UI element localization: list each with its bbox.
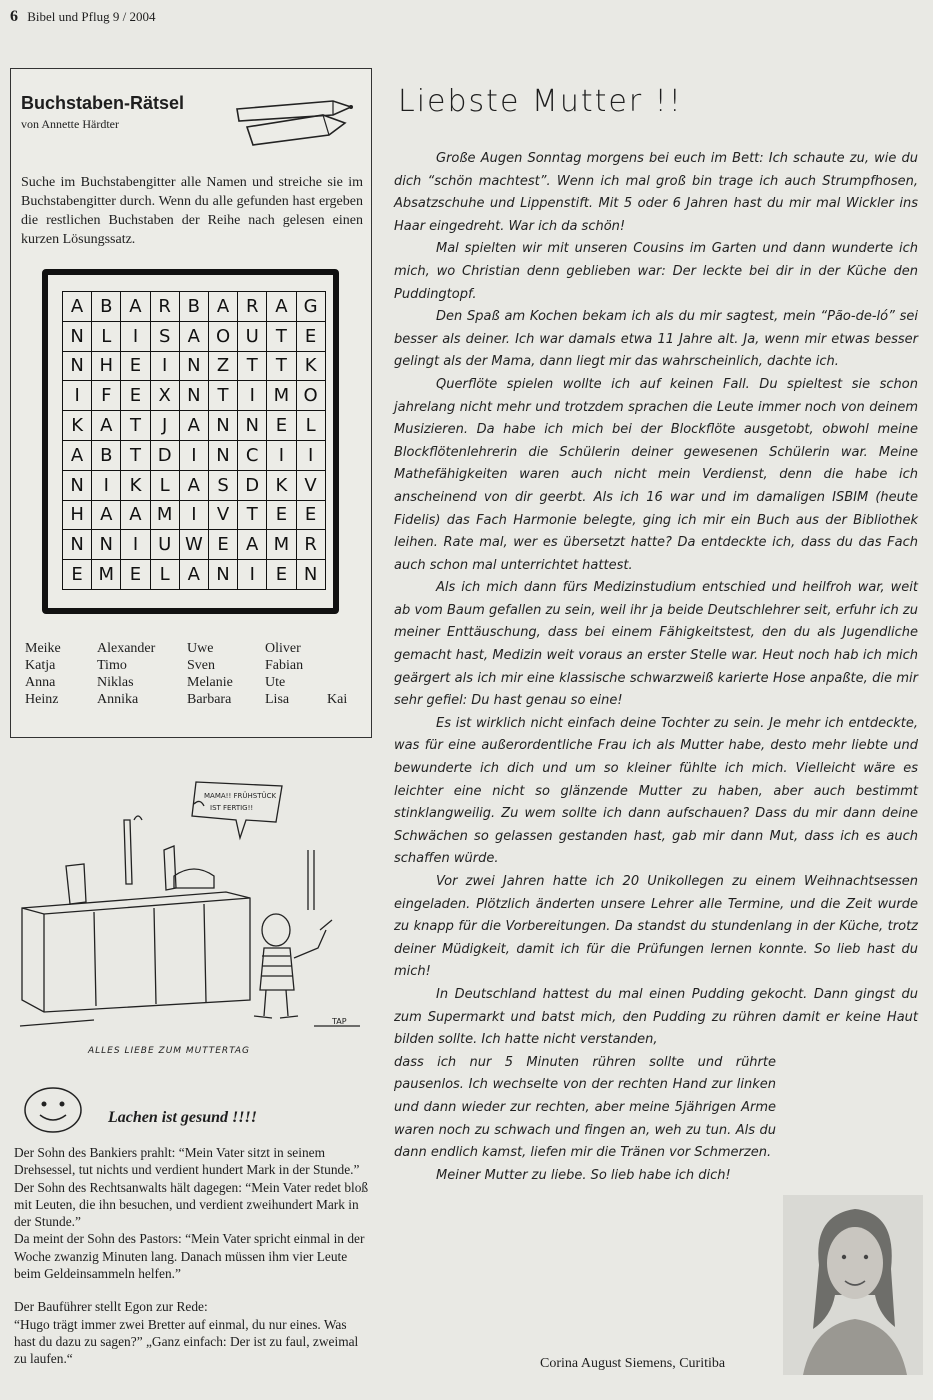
name-list (25, 641, 365, 708)
grid-cell: A (92, 411, 121, 441)
name-entry: Niklas (97, 675, 134, 690)
letter-paragraph: Den Spaß am Kochen bekam ich als du mir sagtest, mein “Pão-de-ló” sei besser als deiner. Ich war damals etwa 11 Jahre alt. Ja, wenn mir etwas besser gelingt als der Mama, dann liegt mir das wahrscheinlich, dachte ich. (394, 309, 918, 370)
name-entry: Katja (25, 658, 56, 673)
grid-cell: L (151, 560, 180, 590)
grid-cell: I (238, 381, 267, 411)
grid-cell: X (151, 381, 180, 411)
letter-body (394, 148, 918, 1187)
grid-cell: N (180, 381, 209, 411)
svg-text:MAMA!! FRÜHSTÜCK: MAMA!! FRÜHSTÜCK (204, 792, 277, 800)
letter-paragraph: Es ist wirklich nicht einfach deine Tochter zu sein. Je mehr ich entdeckte, was für eine außerordentliche Frau ich als Mutter habe, desto mehr liebte und bewunderte ich dich und um so kleiner fühlte ich mich. Vielleicht wäre es leichter eine nicht so glänzende Mutter zu haben, aber auch bestimmt stinklangweilig. Zu wem sollte ich dann aufschauen? Dass du mir dann deine Schwächen so gelassen gestanden hast, gab mir dann Mut, dass ich es auch schaffen würde. (394, 715, 918, 867)
name-entry: Barbara (187, 692, 232, 707)
grid-cell: B (92, 441, 121, 471)
grid-cell: E (121, 352, 150, 382)
grid-cell: I (267, 441, 296, 471)
grid-cell: M (92, 560, 121, 590)
grid-cell: N (209, 441, 238, 471)
grid-cell: I (180, 441, 209, 471)
grid-cell: U (238, 322, 267, 352)
grid-cell: M (267, 381, 296, 411)
grid-cell: S (209, 471, 238, 501)
grid-cell: R (238, 292, 267, 322)
grid-cell: L (151, 471, 180, 501)
puzzle-title: Buchstaben-Rätsel (21, 93, 185, 113)
page-number: 6 (10, 8, 18, 25)
svg-text:TAP: TAP (332, 1017, 347, 1026)
name-entry: Ute (265, 675, 286, 690)
grid-cell: K (121, 471, 150, 501)
puzzle-box (10, 68, 372, 738)
grid-cell: I (121, 322, 150, 352)
grid-cell: T (121, 441, 150, 471)
magazine-name: Bibel und Pflug 9 / 2004 (27, 9, 156, 24)
grid-cell: T (267, 322, 296, 352)
grid-cell: O (209, 322, 238, 352)
mothers-day-cartoon (14, 780, 374, 1040)
grid-cell: U (151, 530, 180, 560)
grid-cell: A (180, 471, 209, 501)
grid-cell: V (297, 471, 326, 501)
letter-grid-frame (42, 269, 339, 614)
grid-cell: A (267, 292, 296, 322)
grid-cell: N (63, 352, 92, 382)
name-entry: Fabian (265, 658, 304, 673)
grid-cell: N (209, 411, 238, 441)
name-entry: Heinz (25, 692, 59, 707)
grid-cell: T (121, 411, 150, 441)
smiley-icon (22, 1085, 84, 1135)
letter-title: Liebste Mutter !! (398, 84, 683, 119)
grid-cell: L (297, 411, 326, 441)
grid-cell: S (151, 322, 180, 352)
grid-cell: E (209, 530, 238, 560)
grid-cell: E (267, 501, 296, 531)
grid-cell: I (121, 530, 150, 560)
grid-cell: I (238, 560, 267, 590)
pencil-icon (233, 97, 363, 149)
letter-paragraph: Mal spielten wir mit unseren Cousins im Garten und dann wunderte ich mich, wo Christian denn geblieben war: Der leckte bei dir in der Küche den Puddingtopf. (394, 241, 918, 302)
grid-cell: M (151, 501, 180, 531)
author-photo (783, 1195, 923, 1375)
name-entry: Oliver (265, 641, 301, 656)
name-entry: Uwe (187, 641, 214, 656)
grid-cell: N (180, 352, 209, 382)
name-entry (327, 641, 365, 657)
name-entry: Sven (187, 658, 215, 673)
name-entry: Annika (97, 692, 139, 707)
grid-cell: C (238, 441, 267, 471)
name-entry: Lisa (265, 692, 290, 707)
grid-cell: A (180, 322, 209, 352)
letter-signature: Corina August Siemens, Curitiba (540, 1356, 726, 1371)
grid-cell: A (209, 292, 238, 322)
letter-grid (62, 291, 326, 590)
grid-cell: H (92, 352, 121, 382)
grid-cell: I (63, 381, 92, 411)
grid-cell: E (63, 560, 92, 590)
joke-line: Der Sohn des Rechtsanwalts hält dagegen: “Mein Vater redet bloß mit Leuten, die ihn besuchen, und verdient zweihundert Mark in der Stunde.” (14, 1179, 369, 1230)
grid-cell: K (267, 471, 296, 501)
grid-cell: E (267, 411, 296, 441)
letter-closing: Meiner Mutter zu liebe. So lieb habe ich dich! (436, 1167, 731, 1183)
grid-cell: E (267, 560, 296, 590)
grid-cell: J (151, 411, 180, 441)
jokes-text (14, 1144, 370, 1368)
joke-line: Der Bauführer stellt Egon zur Rede: (14, 1299, 208, 1315)
grid-cell: E (121, 381, 150, 411)
grid-cell: A (121, 292, 150, 322)
grid-cell: A (180, 560, 209, 590)
grid-cell: A (238, 530, 267, 560)
grid-cell: N (92, 530, 121, 560)
name-entry: Anna (25, 675, 56, 690)
grid-cell: T (238, 352, 267, 382)
grid-cell: B (180, 292, 209, 322)
grid-cell: I (180, 501, 209, 531)
grid-cell: F (92, 381, 121, 411)
grid-cell: A (63, 441, 92, 471)
grid-cell: Z (209, 352, 238, 382)
jokes-title: Lachen ist gesund !!!! (108, 1109, 257, 1126)
grid-cell: T (209, 381, 238, 411)
joke-gap (14, 1282, 370, 1298)
name-entry (327, 675, 365, 691)
grid-cell: E (121, 560, 150, 590)
grid-cell: A (92, 501, 121, 531)
grid-cell: K (63, 411, 92, 441)
puzzle-instructions: Suche im Buchstabengitter alle Namen und streiche sie im Buchstabengitter durch. Wenn du alle gefunden hast ergeben die restlichen Buchstaben der Reihe nach gelesen einen kurzen Lösungssatz. (21, 175, 363, 247)
grid-cell: M (267, 530, 296, 560)
svg-text:IST FERTIG!!: IST FERTIG!! (210, 804, 254, 812)
grid-cell: I (297, 441, 326, 471)
grid-cell: V (209, 501, 238, 531)
letter-paragraph: Querflöte spielen wollte ich auf keinen Fall. Du spieltest sie schon jahrelang nicht mehr und trotzdem sprachen die Leute immer noch von deinem Musizieren. Da habe ich mich bei der Blockflöte ausgetobt, obwohl meine Blockflötenlehrerin die Schülerin deiner gewesenen Schülerin war. Meine Mathefähigkeiten waren auch nicht mein Verdienst, denn die habe ich anscheinend von dir geerbt. Als ich 16 war und im damaligen ISBIM (heute Fidelis) das Fach Harmonie belegte, ging ich mir ein Buch aus der Bibliothek leihen. Rate mal, wer es übersetzt hatte? Da entdeckte ich, dass du das Fach auch schon mal unterrichtet hattest. (394, 376, 918, 573)
grid-cell: N (297, 560, 326, 590)
grid-cell: R (297, 530, 326, 560)
grid-cell: B (92, 292, 121, 322)
grid-cell: D (238, 471, 267, 501)
letter-paragraph: Vor zwei Jahren hatte ich 20 Unikollegen zu einem Weihnachtsessen eingeladen. Plötzlich änderten unsere Lehrer alle Termine, und die Zeit wurde zu knapp für die Vorbereitungen. Da standst du stundenlang in der Küche, trotz deiner Müdigkeit, damit ich für die Prüfungen lernen konnte. So lieb hast du mich! (394, 874, 918, 980)
name-entry: Kai (327, 692, 348, 707)
grid-cell: N (209, 560, 238, 590)
grid-cell: D (151, 441, 180, 471)
letter-paragraph: In Deutschland hattest du mal einen Pudding gekocht. Dann gingst du zum Supermarkt und batst mich, den Pudding zu rühren damit er keine Haut bilden sollte. Ich hatte nicht verstanden, (394, 986, 918, 1048)
grid-cell: W (180, 530, 209, 560)
grid-cell: T (267, 352, 296, 382)
grid-cell: L (92, 322, 121, 352)
grid-cell: I (151, 352, 180, 382)
name-entry: Alexander (97, 641, 156, 656)
grid-cell: E (297, 322, 326, 352)
grid-cell: R (151, 292, 180, 322)
name-entry: Timo (97, 658, 127, 673)
grid-cell: G (297, 292, 326, 322)
grid-cell: N (63, 322, 92, 352)
grid-cell: A (63, 292, 92, 322)
joke-line: Da meint der Sohn des Pastors: “Mein Vater spricht einmal in der Woche zwanzig Minuten lang. Danach müssen ihm vier Leute beim Geldeinsammeln helfen.” (14, 1231, 365, 1282)
letter-paragraph: Große Augen Sonntag morgens bei euch im Bett: Ich schaute zu, wie du dich “schön machtest”. Wenn ich mal groß bin trage ich auch Strumpfhosen, Absatzschuhe und Lippenstift. Mit 5 oder 6 Jahren hast du mir mal Wickler ins Haar eingedreht. War ich da schön! (394, 151, 918, 234)
grid-cell: O (297, 381, 326, 411)
grid-cell: K (297, 352, 326, 382)
grid-cell: T (238, 501, 267, 531)
letter-paragraph-narrow: dass ich nur 5 Minuten rühren sollte und rührte pausenlos. Ich wechselte von der rechten Hand zur linken und dann wieder zur rechten, aber meine 5jährigen Arme waren noch zu schwach und fingen an, weh zu tun. Als du dann endlich kamst, liefen mir die Tränen vor Schmerzen. (394, 1054, 776, 1161)
grid-cell: N (238, 411, 267, 441)
joke-line: Der Sohn des Bankiers prahlt: “Mein Vater sitzt in seinem Drehsessel, tut nichts und verdient hundert Mark in der Stunde.” (14, 1145, 360, 1178)
grid-cell: N (63, 471, 92, 501)
grid-cell: A (121, 501, 150, 531)
grid-cell: A (180, 411, 209, 441)
grid-cell: I (92, 471, 121, 501)
grid-cell: N (63, 530, 92, 560)
name-entry: Meike (25, 641, 61, 656)
grid-cell: E (297, 501, 326, 531)
cartoon-caption: ALLES LIEBE ZUM MUTTERTAG (88, 1046, 250, 1056)
name-entry: Melanie (187, 675, 233, 690)
grid-cell: H (63, 501, 92, 531)
page-header (10, 8, 155, 26)
joke-line: “Hugo trägt immer zwei Bretter auf einmal, du nur eines. Was hast du dazu zu sagen?” „Ganz einfach: Der ist zu faul, zweimal zu laufen.“ (14, 1316, 359, 1367)
letter-paragraph: Als ich mich dann fürs Medizinstudium entschied und heilfroh war, weit ab vom Baum gefallen zu sein, weil ihr ja beide Deutschlehrer seit, erfuhr ich zu meiner Enttäuschung, dass bei einem Fähigkeitstest, den du als Jugendliche gemacht hast, Medizin weit voraus an erster Stelle war. Heut noch hab ich mich geärgert als ich mir eine klassische schwarzweiß karierte Hose anpaßte, die mir sehr gefiel: Du hast genau so eine! (394, 580, 918, 709)
name-entry (327, 658, 365, 674)
puzzle-author: von Annette Härdter (21, 117, 119, 131)
